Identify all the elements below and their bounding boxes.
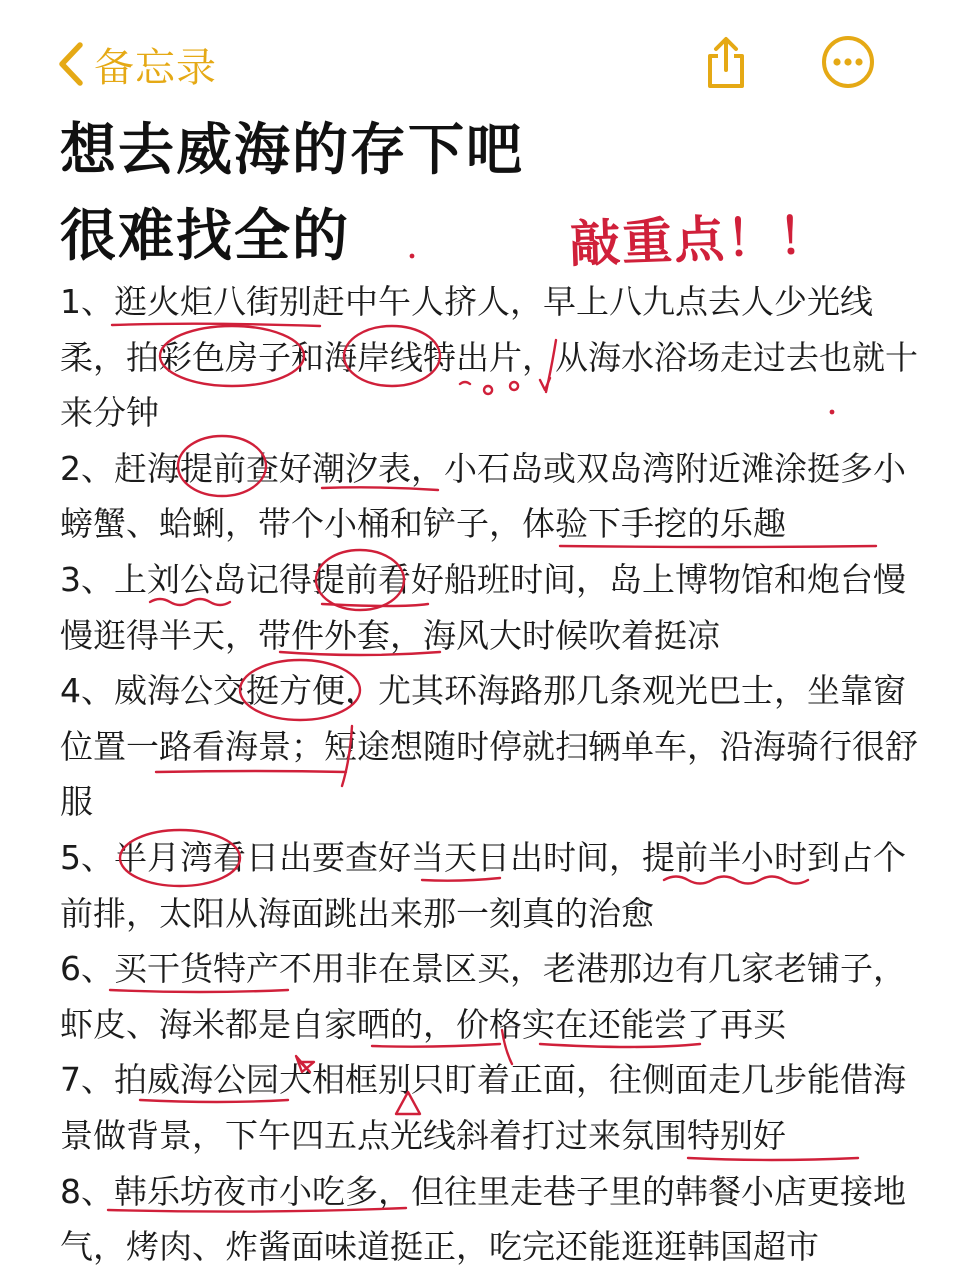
list-item: 4、威海公交挺方便，尤其环海路那几条观光巴士，坐靠窗位置一路看海景；短途想随时停就扫辆单车，沿海骑行很舒服 — [60, 671, 918, 822]
note-title — [60, 108, 524, 280]
share-button[interactable] — [698, 34, 754, 90]
highlight-stamp: 敲重点！！ — [569, 205, 832, 274]
note-body — [60, 274, 930, 1275]
title-line-2: 很难找全的 — [60, 204, 350, 269]
share-icon — [698, 34, 754, 90]
list-item: 5、半月湾看日出要查好当天日出时间，提前半小时到占个前排，太阳从海面跳出来那一刻真的治愈 — [60, 837, 906, 933]
list-item: 1、逛火炬八街别赶中午人挤人，早上八九点去人少光线柔，拍彩色房子和海岸线特出片，从海水浴场走过去也就十来分钟 — [60, 282, 918, 433]
back-button[interactable] — [56, 36, 217, 92]
chevron-left-icon — [56, 39, 86, 89]
more-button[interactable] — [820, 34, 876, 90]
back-label: 备忘录 — [94, 44, 217, 91]
title-line-1: 想去威海的存下吧 — [60, 118, 524, 183]
more-icon — [820, 34, 876, 90]
list-item: 3、上刘公岛记得提前看好船班时间，岛上博物馆和炮台慢慢逛得半天，带件外套，海风大时候吹着挺凉 — [60, 559, 906, 655]
list-item: 6、买干货特产不用非在景区买，老港那边有几家老铺子，虾皮、海米都是自家晒的，价格实在还能尝了再买 — [60, 949, 906, 1044]
list-item: 7、拍威海公园大相框别只盯着正面，往侧面走几步能借海景做背景，下午四五点光线斜着打过来氛围特别好 — [60, 1060, 906, 1155]
list-item: 2、赶海提前查好潮汐表，小石岛或双岛湾附近滩涂挺多小螃蟹、蛤蜊，带个小桶和铲子，体验下手挖的乐趣 — [60, 448, 906, 544]
list-item: 8、韩乐坊夜市小吃多，但往里走巷子里的韩餐小店更接地气，烤肉、炸酱面味道挺正，吃完还能逛逛韩国超市 — [60, 1171, 906, 1267]
nav-bar — [0, 0, 960, 110]
